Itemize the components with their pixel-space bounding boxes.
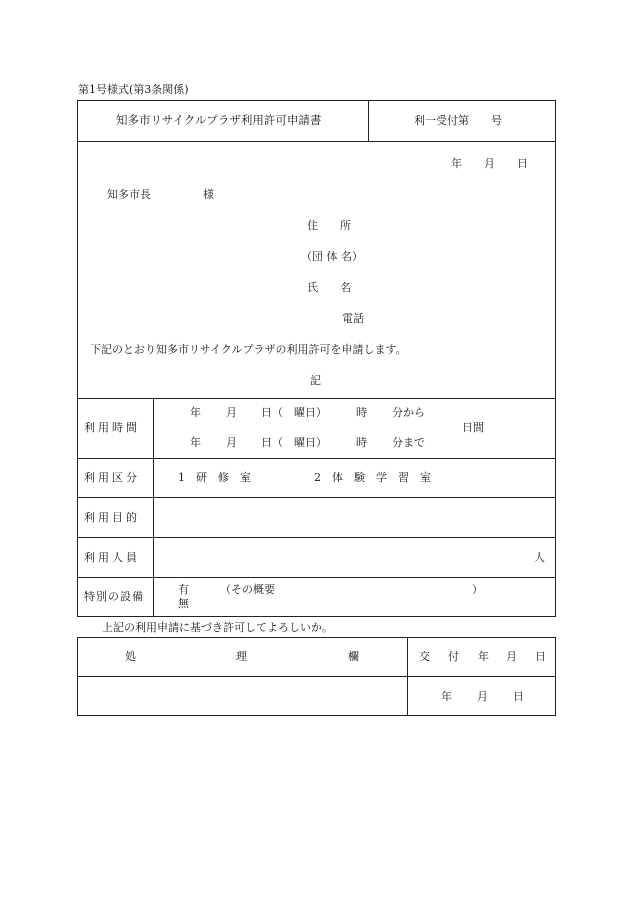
ki-label: 記: [310, 374, 321, 387]
issue-date-header-4: 月: [506, 650, 517, 663]
equipment-summary: （その概要: [220, 583, 275, 596]
equipment-summary-close: ）: [472, 583, 483, 596]
option-training-room: 1 研 修 室: [178, 471, 251, 484]
phone-label: 電話: [342, 312, 364, 325]
address-label: 住 所: [307, 219, 351, 232]
application-date: 年 月 日: [451, 157, 528, 170]
form-number: 第1号様式(第3条関係): [78, 83, 189, 96]
usage-time-label: 利用時間: [84, 421, 140, 434]
option-experience-room: 2 体 験 学 習 室: [314, 471, 431, 484]
equipment-yes: 有: [178, 583, 189, 596]
issue-date-header-1: 交: [419, 650, 430, 663]
issue-date-header-5: 日: [535, 650, 546, 663]
receipt-number-label: 利一受付第 号: [414, 114, 502, 127]
application-statement: 下記のとおり知多市リサイクルプラザの利用許可を申請します。: [90, 343, 407, 356]
special-equipment-label: 特別の設備: [84, 590, 144, 603]
processing-col-1c: 欄: [348, 650, 359, 663]
group-name-label: （団 体 名）: [301, 250, 363, 263]
issue-month: 月: [477, 690, 488, 703]
people-count-label: 利用人員: [84, 551, 140, 564]
name-label: 氏 名: [307, 281, 351, 294]
issue-date-header-2: 付: [448, 650, 459, 663]
application-form: [77, 100, 556, 617]
honorific: 様: [203, 188, 214, 201]
issue-date-header-3: 年: [478, 650, 489, 663]
purpose-label: 利用目的: [84, 511, 140, 524]
usage-type-label: 利用区分: [84, 471, 140, 484]
people-unit: 人: [534, 551, 545, 564]
approval-note: 上記の利用申請に基づき許可してよろしいか。: [102, 621, 333, 634]
issue-year: 年: [441, 690, 452, 703]
days-label: 日間: [462, 421, 484, 434]
processing-col-1b: 理: [236, 650, 247, 663]
equipment-no: 無: [178, 597, 189, 610]
recipient: 知多市長: [107, 188, 151, 201]
processing-col-1a: 処: [125, 650, 136, 663]
form-title: 知多市リサイクルプラザ利用許可申請書: [116, 113, 322, 127]
issue-day: 日: [513, 690, 524, 703]
